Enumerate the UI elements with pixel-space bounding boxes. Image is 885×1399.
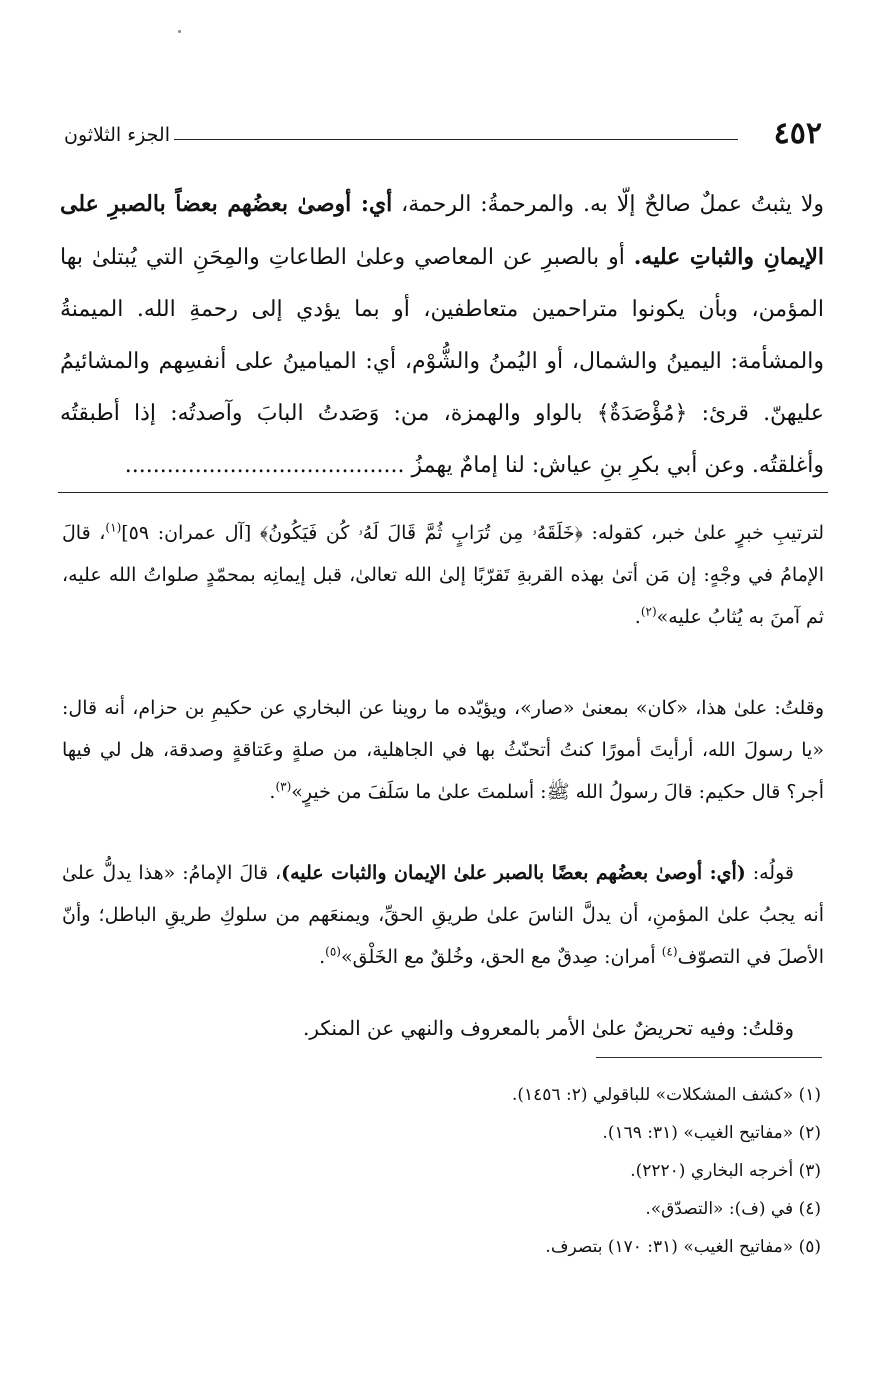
commentary-paragraph-3	[62, 852, 824, 978]
commentary-1-end: .	[634, 606, 641, 628]
commentary-paragraph-1	[62, 512, 824, 638]
commentary-3-end: .	[319, 946, 326, 968]
main-text	[60, 178, 824, 492]
commentary-3-text-b: أمران: صِدقٌ مع الحق، وخُلقٌ مع الخَلْق»	[340, 946, 662, 968]
commentary-paragraph-4	[62, 1007, 824, 1049]
footnote-3: (٣) أخرجه البخاري (٢٢٢٠).	[630, 1161, 821, 1181]
commentary-3-lead: قولُه:	[745, 862, 794, 884]
footnote-4: (٤) في (ف): «التصدّق».	[645, 1199, 821, 1219]
footnote-ref-3: (٣)	[275, 779, 292, 794]
footnote-5: (٥) «مفاتيح الغيب» (٣١: ١٧٠) بتصرف.	[545, 1237, 821, 1257]
footnote-ref-5: (٥)	[325, 944, 341, 959]
commentary-1-text-b: ، قالَ الإمامُ في وجْهٍ: إن مَن أتىٰ بهذه القربةِ تَقرّبًا إلىٰ الله تعالىٰ، قبل إيمانِه بمحمّدٍ صلواتُ الله عليه، ثم آمنَ به يُثابُ عليه»	[62, 522, 824, 628]
commentary-3-quote: (أي: أوصىٰ بعضُهم بعضًا بالصبر علىٰ الإيمان والثبات عليه)	[281, 862, 746, 884]
footnote-ref-2: (٢)	[640, 604, 657, 619]
footnote-ref-4: (٤)	[661, 944, 678, 959]
running-title: الجزء الثلاثون	[64, 124, 170, 146]
footnote-separator	[596, 1057, 822, 1058]
commentary-paragraph-2	[62, 687, 824, 813]
commentary-2-text: وقلتُ: علىٰ هذا، «كان» بمعنىٰ «صار»، ويؤيّده ما روينا عن البخاري عن حكيمِ بن حزام، أنه قال: «يا رسولَ الله، أرأيتَ أمورًا كنتُ أتحنّثُ بها في الجاهلية، من صلةٍ وعَتاقةٍ وصدقة، هل لي فيها أجر؟ قال حكيم: قالَ رسولُ الله ﷺ: أسلمتَ علىٰ ما سَلَفَ من خيرٍ»	[62, 697, 824, 803]
page-number: ٤٥٢	[773, 116, 822, 151]
commentary-1-text: لترتيبِ خبرٍ علىٰ خبر، كقوله: ﴿خَلَقَهُۥ مِن تُرَابٍ ثُمَّ قَالَ لَهُۥ كُن فَيَكُونُ﴾ [آل عمران: ٥٩]	[121, 522, 824, 544]
main-text-part-2: أو بالصبرِ عن المعاصي وعلىٰ الطاعاتِ والمِحَنِ التي يُبتلىٰ بها المؤمن، وبأن يكونوا متراحمين متعاطفين، أو بما يؤدي إلى رحمةِ الله. الميمنةُ والمشأمة: اليمينُ والشمال، أو اليُمنُ والشُّوْم، أي: الميامينُ على أنفسِهم والمشائيمُ عليهنّ. قرئ: ﴿مُؤْصَدَةٌ﴾ بالواو والهمزة، من: وَصَدتُ البابَ وآصدتُه: إذا أطبقتُه وأغلقتُه. وعن أبي بكرِ بنِ عياش: لنا إمامٌ يهمزُ ........................................	[60, 245, 824, 478]
commentary-2-end: .	[269, 781, 276, 803]
page-header	[64, 114, 822, 154]
commentary-4-text: وقلتُ: وفيه تحريضٌ علىٰ الأمر بالمعروف والنهي عن المنكر.	[302, 1016, 794, 1040]
text-commentary-separator	[58, 492, 828, 493]
footnote-ref-1: (١)	[105, 520, 122, 535]
footnote-1: (١) «كشف المشكلات» للباقولي (٢: ١٤٥٦).	[512, 1085, 821, 1105]
commentary-3-text: ، قالَ الإمامُ: «هذا يدلُّ علىٰ أنه يجبُ علىٰ المؤمنِ، أن يدلَّ الناسَ علىٰ طريقِ الحقِّ، ويمنعَهم من سلوكِ طريقِ الباطل؛ وأنّ الأصلَ في التصوّف	[62, 862, 824, 968]
footnotes	[381, 1076, 821, 1266]
main-text-bold-phrase: أي: أوصىٰ بعضُهم بعضاً بالصبرِ على الإيمانِ والثباتِ عليه.	[60, 191, 824, 270]
scan-dot	[178, 30, 181, 33]
footnote-2: (٢) «مفاتيح الغيب» (٣١: ١٦٩).	[602, 1123, 821, 1143]
main-text-part-1: ولا يثبتُ عملٌ صالحٌ إلّا به. والمرحمةُ: الرحمة،	[392, 192, 824, 217]
header-rule	[174, 139, 738, 140]
